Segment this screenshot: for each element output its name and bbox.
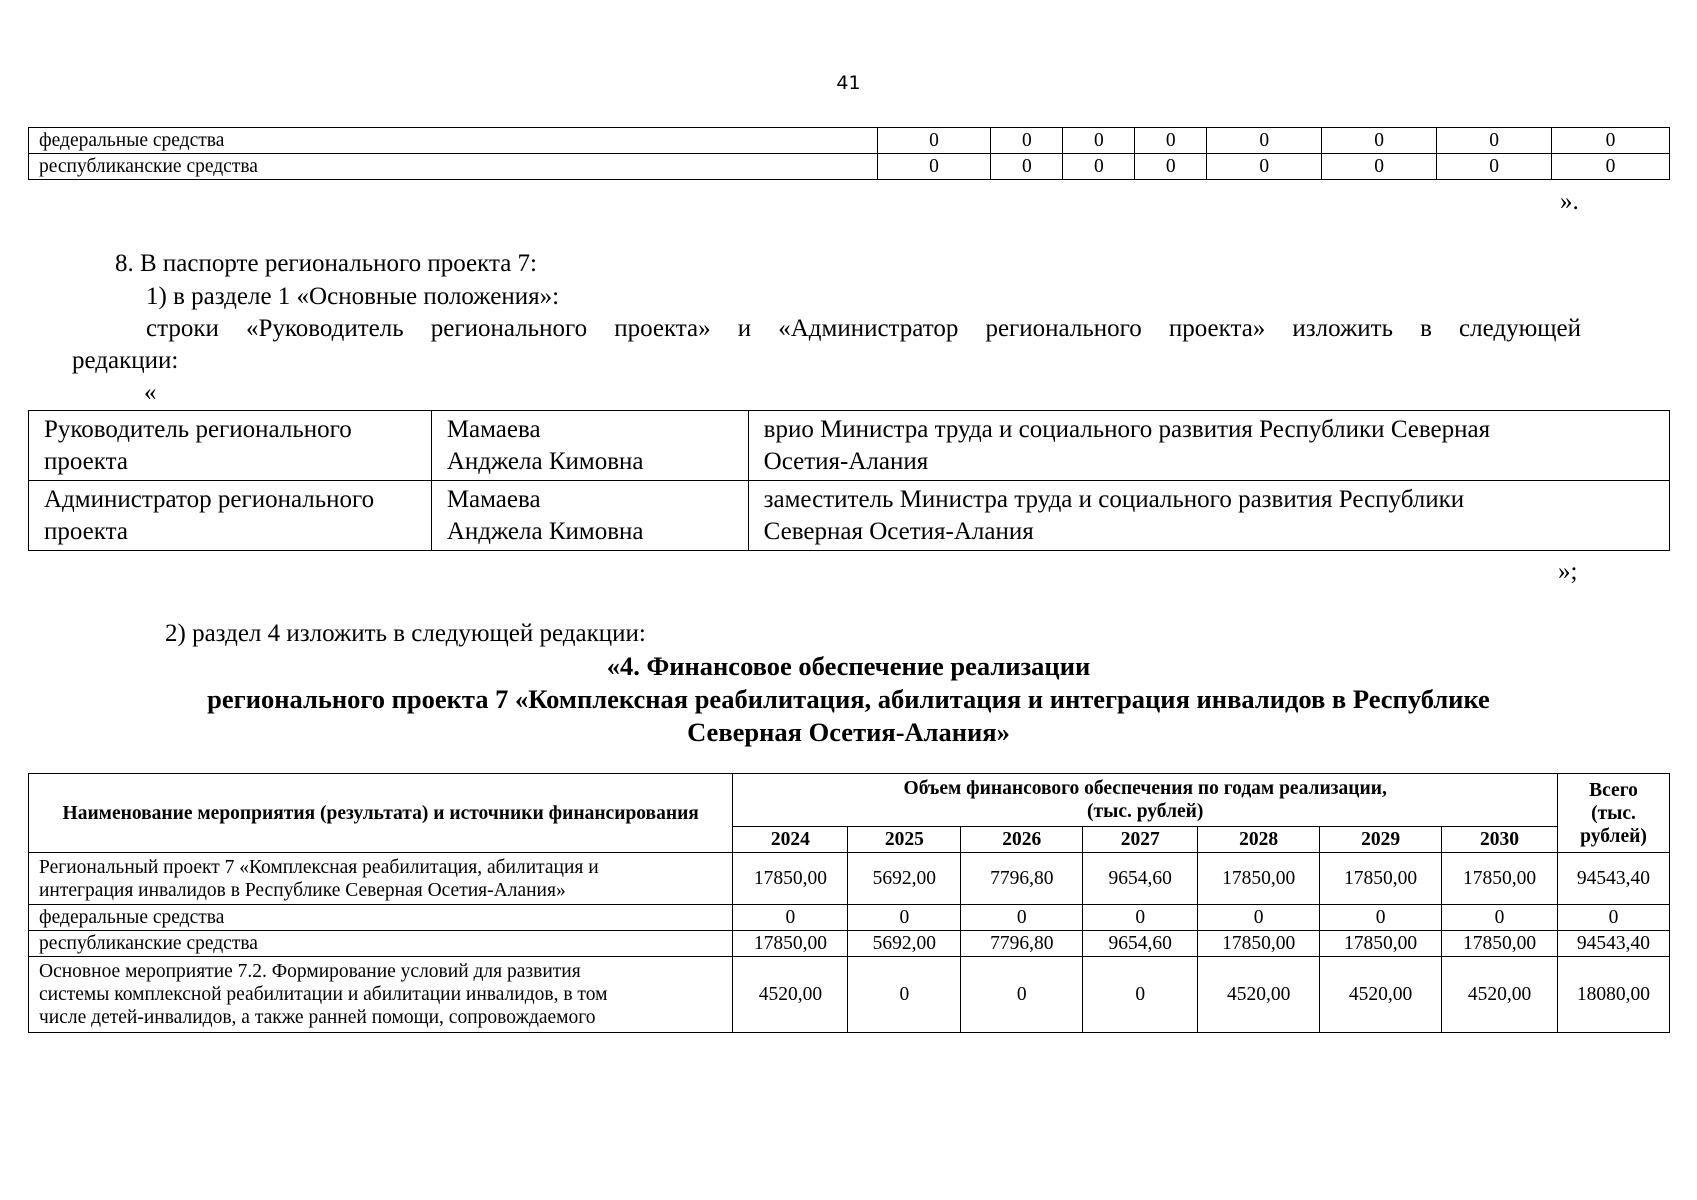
name-cell bbox=[431, 411, 748, 481]
table-header-row bbox=[29, 774, 1670, 827]
table-cell: 0 bbox=[1442, 905, 1558, 931]
row-label-cell bbox=[29, 853, 733, 905]
table-cell: 0 bbox=[877, 154, 991, 180]
table-cell: 0 bbox=[877, 128, 991, 154]
table-cell: 9654,60 bbox=[1083, 931, 1198, 957]
opening-quote: « bbox=[144, 379, 157, 406]
row-label: федеральные средства bbox=[29, 128, 878, 154]
table-row bbox=[29, 411, 1670, 481]
role-text: проекта bbox=[44, 518, 128, 545]
header-total-text: (тыс. bbox=[1591, 802, 1636, 824]
table-row bbox=[29, 931, 1670, 957]
page-number: 41 bbox=[836, 72, 861, 94]
role-text: Руководитель регионального bbox=[44, 416, 352, 443]
position-text: врио Министра труда и социального развития Республики Северная bbox=[763, 416, 1491, 443]
table-cell: 4520,00 bbox=[733, 957, 848, 1033]
item-8-heading: 8. В паспорте регионального проекта 7: bbox=[115, 250, 537, 277]
row-label: республиканские средства bbox=[29, 154, 878, 180]
header-name-cell: Наименование мероприятия (результата) и источники финансирования bbox=[29, 774, 733, 853]
section-title-line: Северная Осетия-Алания» bbox=[687, 717, 1010, 747]
table-cell: 17850,00 bbox=[1442, 853, 1558, 905]
table-cell: 0 bbox=[1135, 128, 1207, 154]
year-header: 2028 bbox=[1198, 827, 1320, 853]
table-cell: 0 bbox=[1135, 154, 1207, 180]
header-total-text: Всего bbox=[1589, 779, 1638, 801]
table-cell: 7796,80 bbox=[961, 931, 1083, 957]
row-label-text: числе детей-инвалидов, а также ранней помощи, сопровождаемого bbox=[39, 1007, 596, 1028]
table-cell: 94543,40 bbox=[1557, 853, 1669, 905]
table-cell: 5692,00 bbox=[848, 931, 961, 957]
table-cell: 18080,00 bbox=[1557, 957, 1669, 1033]
table-cell: 17850,00 bbox=[733, 853, 848, 905]
table-cell: 0 bbox=[1207, 128, 1322, 154]
position-text: заместитель Министра труда и социального развития Республики bbox=[763, 486, 1465, 513]
header-total-text: рублей) bbox=[1580, 825, 1647, 847]
name-text: Анджела Кимовна bbox=[446, 518, 644, 545]
table-cell: 0 bbox=[848, 957, 961, 1033]
table-cell: 0 bbox=[733, 905, 848, 931]
position-text: Северная Осетия-Алания bbox=[763, 518, 1034, 545]
row-label-cell: федеральные средства bbox=[29, 905, 733, 931]
table-cell: 0 bbox=[1437, 128, 1552, 154]
table-row bbox=[29, 154, 1670, 180]
table-cell: 0 bbox=[1198, 905, 1320, 931]
position-cell bbox=[748, 481, 1669, 551]
header-volume-text: (тыс. рублей) bbox=[1087, 801, 1204, 822]
table-row bbox=[29, 957, 1670, 1033]
table-cell: 0 bbox=[991, 154, 1063, 180]
table-cell: 17850,00 bbox=[1198, 931, 1320, 957]
header-volume-cell bbox=[733, 774, 1558, 827]
closing-quote: ». bbox=[1560, 188, 1579, 215]
header-total-cell bbox=[1557, 774, 1669, 853]
table-cell: 0 bbox=[961, 905, 1083, 931]
name-text: Мамаева bbox=[446, 486, 541, 513]
year-header: 2027 bbox=[1083, 827, 1198, 853]
table-cell: 0 bbox=[1083, 957, 1198, 1033]
year-header: 2029 bbox=[1320, 827, 1442, 853]
table-cell: 4520,00 bbox=[1198, 957, 1320, 1033]
table-cell: 7796,80 bbox=[961, 853, 1083, 905]
name-text: Мамаева bbox=[446, 416, 541, 443]
subitem-2: 2) раздел 4 изложить в следующей редакции: bbox=[165, 620, 646, 647]
role-cell bbox=[29, 411, 432, 481]
header-volume-text: Объем финансового обеспечения по годам реализации, bbox=[903, 778, 1387, 799]
subitem-1: 1) в разделе 1 «Основные положения»: bbox=[146, 283, 560, 310]
table-cell: 17850,00 bbox=[733, 931, 848, 957]
row-label-text: Основное мероприятие 7.2. Формирование условий для развития bbox=[39, 961, 581, 982]
project-leaders-table bbox=[28, 410, 1670, 551]
table-cell: 0 bbox=[1552, 128, 1670, 154]
table-cell: 0 bbox=[1207, 154, 1322, 180]
table-cell: 0 bbox=[848, 905, 961, 931]
table-cell: 0 bbox=[1437, 154, 1552, 180]
role-text: Администратор регионального bbox=[44, 486, 375, 513]
table-cell: 0 bbox=[961, 957, 1083, 1033]
year-header: 2024 bbox=[733, 827, 848, 853]
row-label-text: Региональный проект 7 «Комплексная реабилитация, абилитация и bbox=[39, 856, 599, 878]
table-cell: 17850,00 bbox=[1320, 853, 1442, 905]
year-header: 2030 bbox=[1442, 827, 1558, 853]
table-row bbox=[29, 853, 1670, 905]
table-cell: 0 bbox=[1083, 905, 1198, 931]
table-cell: 0 bbox=[1322, 154, 1437, 180]
year-header: 2025 bbox=[848, 827, 961, 853]
table-cell: 4520,00 bbox=[1320, 957, 1442, 1033]
table-cell: 0 bbox=[1320, 905, 1442, 931]
row-label-text: системы комплексной реабилитации и абилитации инвалидов, в том bbox=[39, 984, 608, 1005]
section-title-line: регионального проекта 7 «Комплексная реабилитация, абилитация и интеграция инвалидов в Республике bbox=[207, 684, 1490, 714]
closing-quote-2: »; bbox=[1558, 558, 1578, 585]
table-row bbox=[29, 905, 1670, 931]
rows-instruction-line: строки «Руководитель регионального проекта» и «Администратор регионального проекта» изложить в следующей bbox=[146, 315, 1581, 342]
row-label-cell: республиканские средства bbox=[29, 931, 733, 957]
table-cell: 17850,00 bbox=[1198, 853, 1320, 905]
table-row bbox=[29, 128, 1670, 154]
table-cell: 5692,00 bbox=[848, 853, 961, 905]
table-row bbox=[29, 481, 1670, 551]
table-cell: 17850,00 bbox=[1320, 931, 1442, 957]
table-cell: 0 bbox=[991, 128, 1063, 154]
year-header: 2026 bbox=[961, 827, 1083, 853]
row-label-cell bbox=[29, 957, 733, 1033]
position-cell bbox=[748, 411, 1669, 481]
section-title-line: «4. Финансовое обеспечение реализации bbox=[606, 651, 1091, 681]
finance-table bbox=[28, 773, 1670, 1033]
table-cell: 94543,40 bbox=[1557, 931, 1669, 957]
name-cell bbox=[431, 481, 748, 551]
row-label-text: интеграция инвалидов в Республике Северная Осетия-Алания» bbox=[39, 879, 566, 901]
table-cell: 0 bbox=[1322, 128, 1437, 154]
table-cell: 17850,00 bbox=[1442, 931, 1558, 957]
name-text: Анджела Кимовна bbox=[446, 448, 644, 475]
rows-instruction-line-2: редакции: bbox=[72, 347, 179, 374]
role-text: проекта bbox=[44, 448, 128, 475]
table-cell: 9654,60 bbox=[1083, 853, 1198, 905]
position-text: Осетия-Алания bbox=[763, 448, 929, 475]
table-cell: 0 bbox=[1557, 905, 1669, 931]
top-funding-table bbox=[28, 127, 1670, 180]
table-cell: 0 bbox=[1552, 154, 1670, 180]
role-cell bbox=[29, 481, 432, 551]
table-cell: 0 bbox=[1063, 154, 1135, 180]
table-cell: 0 bbox=[1063, 128, 1135, 154]
table-cell: 4520,00 bbox=[1442, 957, 1558, 1033]
